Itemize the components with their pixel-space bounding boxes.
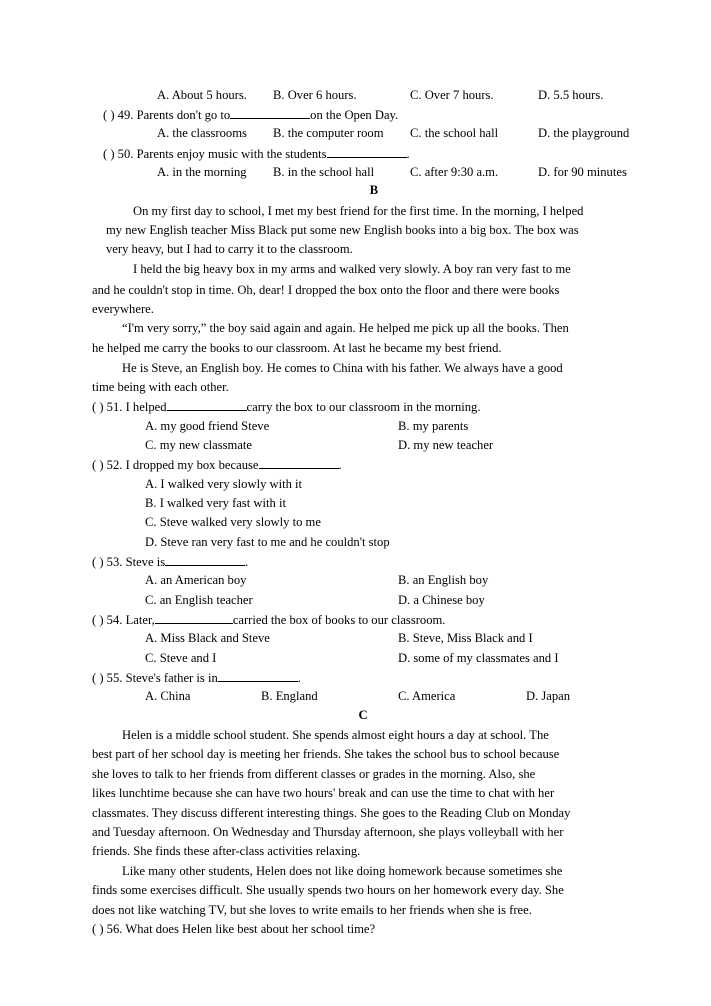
q50-option-d: D. for 90 minutes <box>538 165 627 179</box>
passage-b-line <box>122 360 617 376</box>
q49-text-before: Parents don't go to <box>136 108 231 122</box>
q54-option-a: A. Miss Black and Steve <box>145 631 270 645</box>
passage-text: likes lunchtime because she can have two hours' break and can use the time to chat with her <box>92 786 555 800</box>
q52-option-c: C. Steve walked very slowly to me <box>145 515 321 529</box>
q54-option-d: D. some of my classmates and I <box>398 651 559 665</box>
passage-text: she loves to talk to her friends from different classes or grades in the morning. Also, she <box>92 767 536 781</box>
passage-text: Like many other students, Helen does not like doing homework because sometimes she <box>122 864 563 878</box>
passage-c-line <box>92 805 624 821</box>
answer-blank[interactable] <box>218 669 298 682</box>
q52-text-after: . <box>338 458 342 472</box>
q55-option-d: D. Japan <box>526 689 571 703</box>
q55-option-a: A. China <box>145 689 191 703</box>
q49-option-a: A. the classrooms <box>157 126 247 140</box>
q53-text-before: Steve is <box>125 555 166 569</box>
answer-bracket: ( ) 56. <box>92 922 123 936</box>
answer-blank[interactable] <box>230 106 310 119</box>
q50-option-a: A. in the morning <box>157 165 247 179</box>
q51-option-d: D. my new teacher <box>398 438 494 452</box>
q50-option-b: B. in the school hall <box>273 165 375 179</box>
passage-text: and Tuesday afternoon. On Wednesday and Thursday afternoon, she plays volleyball with her <box>92 825 564 839</box>
q52-stem <box>92 456 342 473</box>
q49-option-c: C. the school hall <box>410 126 499 140</box>
passage-c-line <box>92 882 618 898</box>
answer-bracket: ( ) 51. <box>92 400 123 414</box>
answer-bracket: ( ) 55. <box>92 671 123 685</box>
q54-text-after: carried the box of books to our classroom. <box>232 613 446 627</box>
answer-blank[interactable] <box>167 398 247 411</box>
q56-text: What does Helen like best about her school time? <box>125 922 376 936</box>
q50-text-before: Parents enjoy music with the students <box>136 147 327 161</box>
passage-b-line <box>133 203 634 219</box>
q52-option-d: D. Steve ran very fast to me and he couldn't stop <box>145 535 390 549</box>
passage-b-line: he helped me carry the books to our classroom. At last he became my best friend. <box>92 341 502 355</box>
q53-text-after: . <box>245 555 249 569</box>
q54-text-before: Later, <box>125 613 155 627</box>
passage-c-line <box>92 766 588 782</box>
q52-option-a: A. I walked very slowly with it <box>145 477 303 491</box>
q53-option-d: D. a Chinese boy <box>398 593 485 607</box>
answer-bracket: ( ) 49. <box>103 108 134 122</box>
q55-text-after: . <box>297 671 301 685</box>
answer-blank[interactable] <box>155 611 233 624</box>
passage-text: He is Steve, an English boy. He comes to China with his father. We always have a good <box>122 361 563 375</box>
q52-text-before: I dropped my box because <box>125 458 259 472</box>
passage-b-line: very heavy, but I had to carry it to the classroom. <box>106 242 353 256</box>
q56-stem <box>92 921 375 937</box>
q53-stem <box>92 553 248 570</box>
answer-bracket: ( ) 54. <box>92 613 123 627</box>
q51-text-after: carry the box to our classroom in the morning. <box>246 400 481 414</box>
q55-option-b: B. England <box>261 689 318 703</box>
q49-text-after: on the Open Day. <box>310 108 399 122</box>
q51-option-c: C. my new classmate <box>145 438 253 452</box>
q49-stem <box>103 106 398 123</box>
answer-bracket: ( ) 52. <box>92 458 123 472</box>
passage-c-line <box>92 824 619 840</box>
q55-stem <box>92 669 301 686</box>
q53-option-a: A. an American boy <box>145 573 247 587</box>
q53-option-c: C. an English teacher <box>145 593 253 607</box>
q52-option-b: B. I walked very fast with it <box>145 496 286 510</box>
q50-text-after: . <box>406 147 410 161</box>
q48-option-b: B. Over 6 hours. <box>273 88 357 102</box>
passage-b-line: everywhere. <box>92 302 154 316</box>
q50-option-c: C. after 9:30 a.m. <box>410 165 499 179</box>
passage-text: “I'm very sorry,” the boy said again and again. He helped me pick up all the books. Then <box>122 321 569 335</box>
passage-c-line <box>122 727 600 743</box>
q54-option-c: C. Steve and I <box>145 651 217 665</box>
passage-text: finds some exercises difficult. She usually spends two hours on her homework every day. She <box>92 883 564 897</box>
answer-blank[interactable] <box>259 456 339 469</box>
q55-option-c: C. America <box>398 689 456 703</box>
passage-text: does not like watching TV, but she loves to write emails to her friends when she is free. <box>92 903 532 917</box>
q54-option-b: B. Steve, Miss Black and I <box>398 631 533 645</box>
q48-option-d: D. 5.5 hours. <box>538 88 604 102</box>
q49-option-b: B. the computer room <box>273 126 384 140</box>
q50-stem <box>103 145 410 162</box>
q55-text-before: Steve's father is in <box>125 671 218 685</box>
q54-stem <box>92 611 445 628</box>
passage-c-line <box>92 785 611 801</box>
passage-text: Helen is a middle school student. She spends almost eight hours a day at school. The <box>122 728 549 742</box>
q51-stem <box>92 398 481 415</box>
passage-b-line: time being with each other. <box>92 380 229 394</box>
answer-blank[interactable] <box>165 553 245 566</box>
passage-text: my new English teacher Miss Black put some new English books into a big box. The box was <box>106 223 579 237</box>
answer-blank[interactable] <box>327 145 407 158</box>
section-title-b: B <box>369 183 379 197</box>
passage-b-line <box>122 320 622 336</box>
answer-bracket: ( ) 53. <box>92 555 123 569</box>
passage-b-line <box>106 222 633 238</box>
q53-option-b: B. an English boy <box>398 573 489 587</box>
section-title-c: C <box>358 708 368 722</box>
passage-c-line <box>92 746 613 762</box>
passage-text: I held the big heavy box in my arms and walked very slowly. A boy ran very fast to me <box>133 262 571 276</box>
passage-text: classmates. They discuss different interesting things. She goes to the Reading Club on Monday <box>92 806 571 820</box>
q48-option-a: A. About 5 hours. <box>157 88 247 102</box>
q51-option-b: B. my parents <box>398 419 469 433</box>
passage-text: and he couldn't stop in time. Oh, dear! I dropped the box onto the floor and there were books <box>92 283 560 297</box>
q49-option-d: D. the playground <box>538 126 630 140</box>
passage-text: best part of her school day is meeting her friends. She takes the school bus to school because <box>92 747 560 761</box>
q48-option-c: C. Over 7 hours. <box>410 88 494 102</box>
passage-c-line <box>92 902 610 918</box>
passage-b-line <box>92 282 614 298</box>
passage-text: On my first day to school, I met my best friend for the first time. In the morning, I helped <box>133 204 584 218</box>
answer-bracket: ( ) 50. <box>103 147 134 161</box>
passage-c-line <box>122 863 615 879</box>
q51-option-a: A. my good friend Steve <box>145 419 270 433</box>
passage-c-line: friends. She finds these after-class activities relaxing. <box>92 844 361 858</box>
passage-b-line <box>133 261 623 277</box>
q51-text-before: I helped <box>125 400 167 414</box>
